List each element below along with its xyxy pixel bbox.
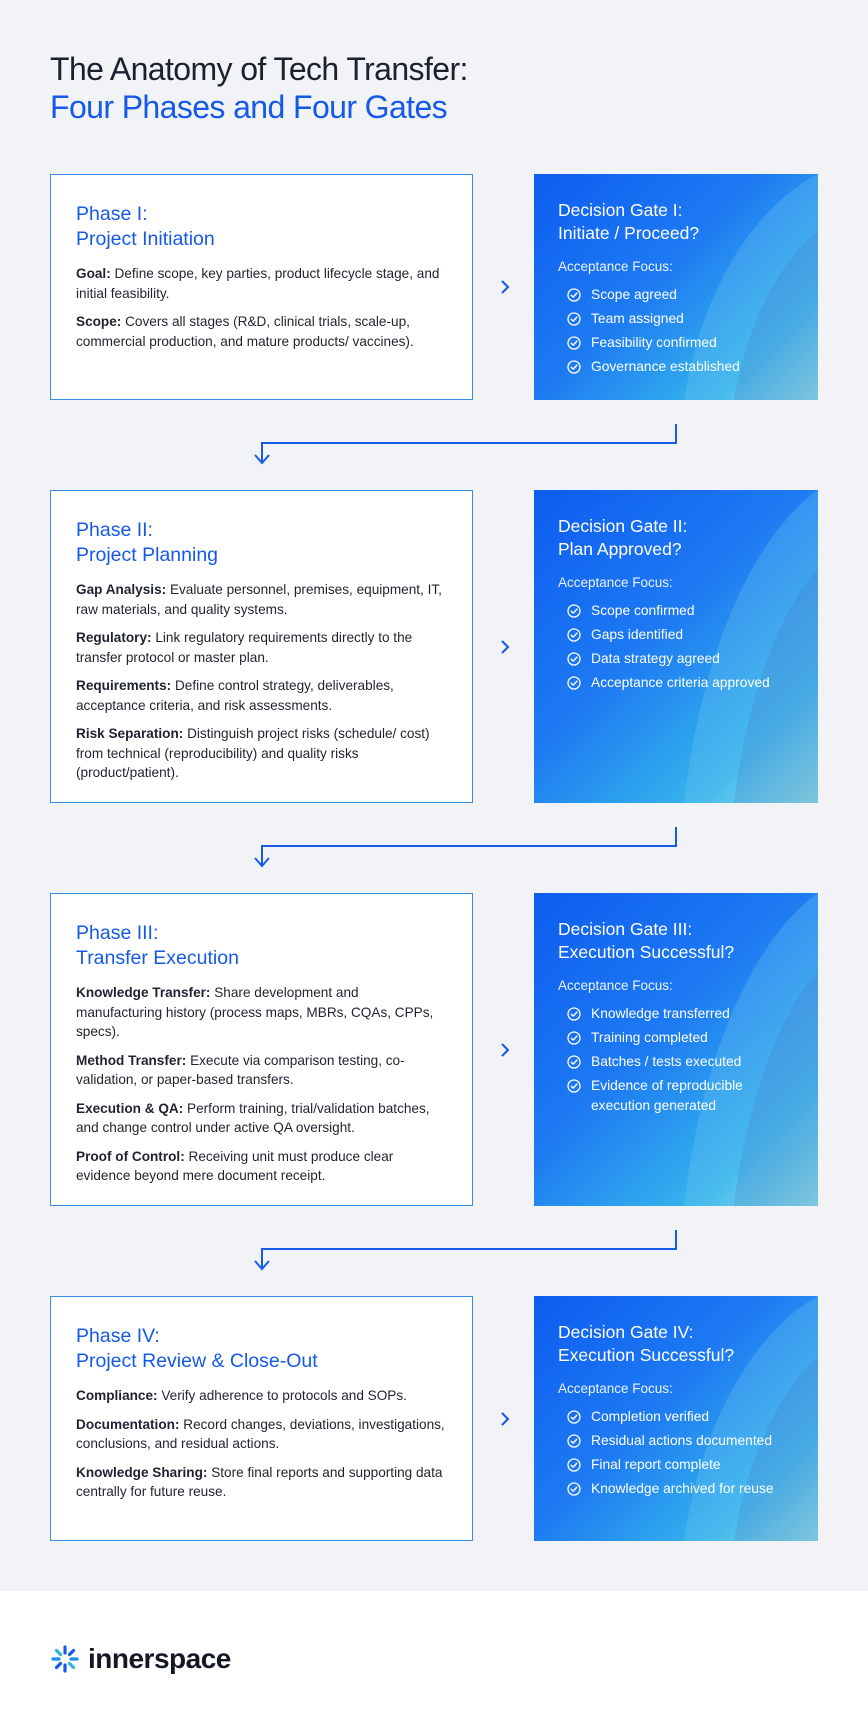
connector-2-3 [262,827,676,865]
phase-item [76,1147,448,1186]
acceptance-check-list [558,1004,798,1115]
acceptance-check-item [567,1431,798,1451]
phase-title [76,1324,448,1374]
acceptance-focus-label: Acceptance Focus: [558,978,673,993]
phase-name: Project Initiation [76,228,215,250]
phase-card-2 [50,490,473,803]
phase-item-label: Execution & QA: [76,1100,184,1116]
phase-item-text: Link regulatory requirements directly to the transfer protocol or master plan. [76,630,413,665]
check-circle-icon [567,601,591,618]
phase-card-4 [50,1296,473,1541]
acceptance-check-text: Residual actions documented [591,1433,773,1448]
phase-item [76,264,448,303]
acceptance-focus-label: Acceptance Focus: [558,1381,673,1396]
acceptance-check-text: Acceptance criteria approved [591,675,770,690]
acceptance-check-item [567,1455,798,1475]
acceptance-check-text: Gaps identified [591,627,684,642]
phase-item-text: Define scope, key parties, product lifecycle stage, and initial feasibility. [76,266,440,301]
check-circle-icon [567,1076,591,1093]
check-circle-icon [567,1455,591,1472]
phase-title [76,921,448,971]
phase-item-label: Goal: [76,266,111,281]
acceptance-check-text: Training completed [591,1030,708,1045]
logo-wordmark: innerspace [88,1643,231,1674]
gate-question: Plan Approved? [558,539,682,559]
phase-name: Project Review & Close-Out [76,1350,318,1372]
acceptance-check-text: Final report complete [591,1457,721,1472]
gate-title [558,1321,798,1367]
gate-question: Execution Successful? [558,942,735,962]
acceptance-check-item [567,309,798,329]
phase-number: Phase IV: [76,1325,160,1347]
phase-number: Phase I: [76,203,148,225]
phase-name: Project Planning [76,544,219,566]
title-line-1: The Anatomy of Tech Transfer: [50,51,468,87]
phase-card-3 [50,893,473,1206]
gate-number: Decision Gate IV: [558,1322,694,1342]
sparkle-logo-icon [50,1644,80,1674]
connector-arrow-2-3 [255,858,269,866]
connector-3-4 [262,1230,676,1268]
acceptance-check-text: Evidence of reproducible execution generated [591,1078,743,1113]
phase-item [76,983,448,1042]
phase-item-text: Distinguish project risks (schedule/ cost) from technical (reproducibility) and quality risks (product/patient). [76,726,430,780]
check-circle-icon [567,1431,591,1448]
gate-number: Decision Gate II: [558,516,688,536]
phase-item-text: Execute via comparison testing, co-validation, or paper-based transfers. [76,1052,405,1087]
gate-number: Decision Gate I: [558,200,683,220]
phase-row-2 [50,490,818,803]
phase-row-3 [50,893,818,1206]
phase-item [76,1463,448,1502]
gate-title [558,515,798,561]
phase-number: Phase II: [76,519,153,541]
phase-item-label: Regulatory: [76,630,152,645]
check-circle-icon [567,1479,591,1496]
acceptance-check-text: Team assigned [591,311,684,326]
acceptance-check-item [567,649,798,669]
phase-item-label: Knowledge Sharing: [76,1464,208,1480]
page-title [50,50,810,126]
acceptance-check-text: Completion verified [591,1409,710,1424]
phase-item-text: Receiving unit must produce clear evidence beyond mere document receipt. [76,1148,394,1183]
phase-item-label: Requirements: [76,678,172,693]
acceptance-check-item [567,1479,798,1499]
acceptance-check-item [567,333,798,353]
check-circle-icon [567,285,591,302]
phase-item-text: Covers all stages (R&D, clinical trials, scale-up, commercial production, and mature products/ vaccines). [76,314,414,349]
gate-question: Execution Successful? [558,1345,735,1365]
check-circle-icon [567,1407,591,1424]
phase-row-1 [50,174,818,400]
acceptance-check-text: Knowledge transferred [591,1006,730,1021]
phase-item-text: Record changes, deviations, investigations, conclusions, and residual actions. [76,1416,445,1451]
footer [0,1591,868,1721]
phase-item-text: Share development and manufacturing history (process maps, MBRs, CQAs, CPPs, specs). [76,985,434,1039]
acceptance-check-text: Governance established [591,359,740,374]
phase-item [76,312,448,351]
check-circle-icon [567,673,591,690]
phase-item [76,580,448,619]
phase-card-1 [50,174,473,400]
brand-logo[interactable] [50,1643,231,1675]
phase-title [76,202,448,252]
phase-item-label: Scope: [76,314,122,329]
check-circle-icon [567,649,591,666]
phase-item [76,628,448,667]
acceptance-check-list [558,285,798,377]
acceptance-check-item [567,1407,798,1427]
gate-number: Decision Gate III: [558,919,693,939]
check-circle-icon [567,333,591,350]
phase-item-text: Evaluate personnel, premises, equipment, IT, raw materials, and quality systems. [76,582,442,617]
gate-title [558,918,798,964]
phase-item-label: Method Transfer: [76,1052,187,1068]
phase-item-label: Gap Analysis: [76,582,167,597]
acceptance-check-list [558,1407,798,1499]
phase-item-label: Documentation: [76,1416,180,1432]
phase-item-text: Define control strategy, deliverables, acceptance criteria, and risk assessments. [76,678,394,713]
acceptance-check-item [567,1004,798,1024]
chevron-right-icon [497,279,513,295]
connector-arrow-1-2 [255,455,269,463]
acceptance-check-list [558,601,798,693]
decision-gate-card-3 [534,893,818,1206]
title-line-2: Four Phases and Four Gates [50,89,448,125]
check-circle-icon [567,1052,591,1069]
phase-item [76,724,448,783]
acceptance-check-item [567,285,798,305]
check-circle-icon [567,625,591,642]
acceptance-check-text: Data strategy agreed [591,651,720,666]
acceptance-focus-label: Acceptance Focus: [558,259,673,274]
phase-item [76,1415,448,1454]
phase-item-label: Risk Separation: [76,726,184,741]
gate-title [558,199,798,245]
phase-item [76,1386,448,1406]
decision-gate-card-1 [534,174,818,400]
connector-1-2 [262,424,676,462]
phase-item-label: Proof of Control: [76,1148,185,1164]
phase-item-text: Verify adherence to protocols and SOPs. [161,1388,407,1403]
acceptance-check-text: Scope agreed [591,287,677,302]
acceptance-check-text: Scope confirmed [591,603,695,618]
phase-item-label: Knowledge Transfer: [76,985,211,1000]
acceptance-check-item [567,1028,798,1048]
chevron-right-icon [497,1042,513,1058]
phase-item-text: Store final reports and supporting data centrally for future reuse. [76,1464,443,1499]
acceptance-check-item [567,673,798,693]
chevron-right-icon [497,639,513,655]
phase-number: Phase III: [76,922,159,944]
acceptance-check-text: Feasibility confirmed [591,335,717,350]
check-circle-icon [567,1004,591,1021]
phase-name: Transfer Execution [76,947,239,969]
acceptance-check-item [567,625,798,645]
acceptance-check-item [567,601,798,621]
acceptance-check-text: Knowledge archived for reuse [591,1481,774,1496]
check-circle-icon [567,357,591,374]
phase-row-4 [50,1296,818,1541]
phase-item-label: Compliance: [76,1388,158,1403]
phase-title [76,518,448,568]
check-circle-icon [567,1028,591,1045]
acceptance-check-item [567,1076,798,1115]
gate-question: Initiate / Proceed? [558,223,700,243]
acceptance-check-text: Batches / tests executed [591,1054,742,1069]
phase-item [76,1099,448,1138]
decision-gate-card-2 [534,490,818,803]
acceptance-check-item [567,357,798,377]
chevron-right-icon [497,1411,513,1427]
decision-gate-card-4 [534,1296,818,1541]
phase-item [76,676,448,715]
check-circle-icon [567,309,591,326]
connector-arrow-3-4 [255,1261,269,1269]
phase-item-text: Perform training, trial/validation batches, and change control under active QA oversight. [76,1100,430,1135]
acceptance-check-item [567,1052,798,1072]
acceptance-focus-label: Acceptance Focus: [558,575,673,590]
phase-item [76,1051,448,1090]
